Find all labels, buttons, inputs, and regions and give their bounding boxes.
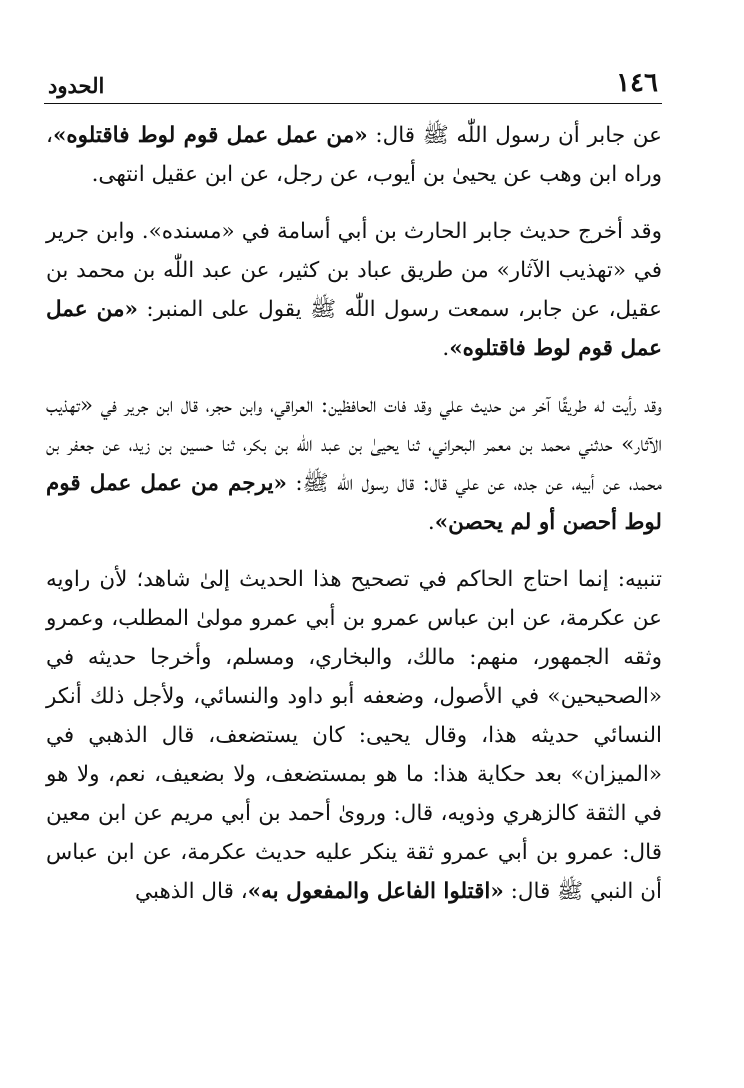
paragraph-2-continuation: . bbox=[442, 336, 450, 361]
paragraph-1-continuation: ، وراه ابن وهب عن يحيىٰ بن أيوب، عن رجل، عن ابن عقيل انتهى. bbox=[46, 123, 662, 187]
paragraph-4-continuation: ، قال الذهبي bbox=[135, 879, 248, 904]
paragraph-4-text: تنبيه: إنما احتاج الحاكم في تصحيح هذا الحديث إلىٰ شاهد؛ لأن راويه عن عكرمة، عن ابن عباس عمرو بن أبي عمرو مولىٰ المطلب، وعمرو وثقه الجمهور، منهم: مالك، والبخاري، ومسلم، وأخرجا حديثه في «الصحيحين» في الأصول، وضعفه أبو داود والنسائي، ولأجل ذلك أنكر النسائي حديثه هذا، وقال يحيى: كان يستضعف، قال الذهبي في «الميزان» بعد حكاية هذا: ما هو بمستضعف، ولا بضعيف، نعم، ولا هو في الثقة كالزهري وذويه، قال: وروىٰ أحمد بن أبي مريم عن ابن معين قال: عمرو بن أبي عمرو ثقة ينكر عليه حديث عكرمة، عن ابن عباس أن النبي ﷺ قال: bbox=[46, 567, 662, 904]
paragraph-2-text: وقد أخرج حديث جابر الحارث بن أبي أسامة في «مسنده». وابن جرير في «تهذيب الآثار» من طريق عباد بن كثير، عن عبد اللّٰه بن محمد بن عقيل، عن جابر، سمعت رسول اللّٰه ﷺ يقول على المنبر: bbox=[46, 219, 662, 322]
paragraph-4-note bbox=[46, 560, 662, 911]
running-title: الحدود bbox=[48, 73, 105, 98]
page-number: ١٤٦ bbox=[616, 68, 658, 98]
paragraph-1 bbox=[46, 116, 662, 194]
paragraph-3-hadith-quote: «يرجم من عمل عمل قوم لوط أحصن أو لم يحصن» bbox=[46, 471, 662, 535]
page-body bbox=[46, 116, 662, 911]
paragraph-4-hadith-quote: «اقتلوا الفاعل والمفعول به» bbox=[247, 879, 504, 904]
paragraph-1-hadith-quote: «من عمل عمل قوم لوط فاقتلوه» bbox=[52, 123, 368, 148]
paragraph-3 bbox=[46, 386, 662, 542]
page-header bbox=[48, 58, 658, 98]
header-divider bbox=[44, 103, 662, 104]
paragraph-3-continuation: . bbox=[427, 510, 435, 535]
paragraph-3-text: وقد رأيت له طريقًا آخر من حديث علي وقد فات الحافظين: العراقي، وابن حجر، قال ابن جرير في «تهذيب الآثار» حدثني محمد بن معمر البحراني، ثنا يحيىٰ بن عبد اللّٰه بن بكر، ثنا حسين بن زيد، عن جعفر بن محمد، عن أبيه، عن جده، عن علي قال: قال رسول اللّٰه ﷺ: bbox=[46, 393, 663, 496]
paragraph-1-text: عن جابر أن رسول اللّٰه ﷺ قال: bbox=[367, 123, 662, 148]
paragraph-2 bbox=[46, 212, 662, 368]
paragraph-2-hadith-quote: «من عمل عمل قوم لوط فاقتلوه» bbox=[46, 297, 662, 361]
